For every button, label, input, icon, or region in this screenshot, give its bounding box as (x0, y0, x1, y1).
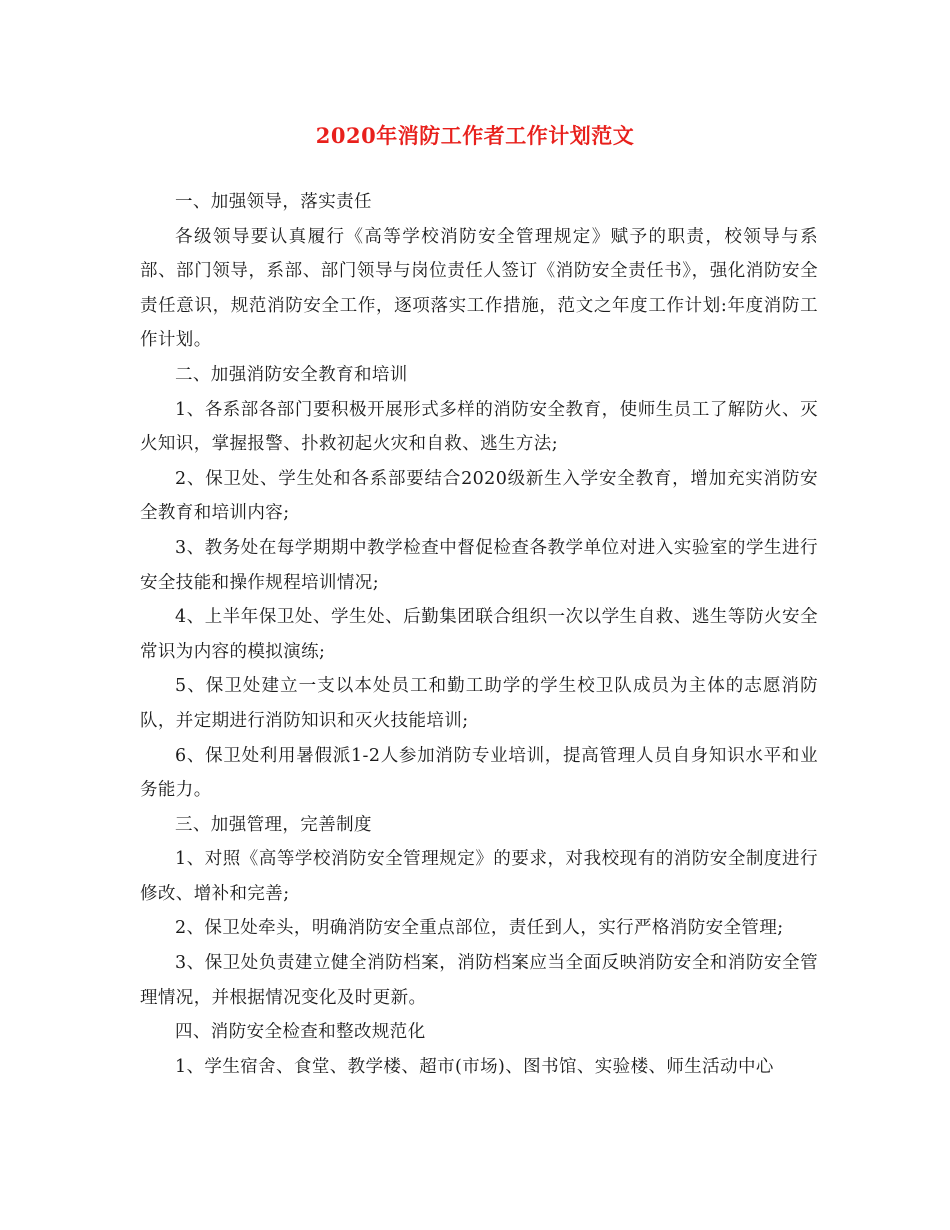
list-item: 6、保卫处利用暑假派1-2人参加消防专业培训，提高管理人员自身知识水平和业务能力。 (140, 745, 818, 801)
list-item: 2、保卫处牵头，明确消防安全重点部位，责任到人，实行严格消防安全管理; (175, 918, 784, 939)
list-item: 3、教务处在每学期期中教学检查中督促检查各教学单位对进入实验室的学生进行安全技能和操作规程培训情况; (140, 537, 818, 593)
list-item: 2、保卫处、学生处和各系部要结合2020级新生入学安全教育，增加充实消防安全教育和培训内容; (140, 468, 818, 524)
list-item: 1、对照《高等学校消防安全管理规定》的要求，对我校现有的消防安全制度进行修改、增补和完善; (140, 849, 818, 904)
list-item: 3、保卫处负责建立健全消防档案，消防档案应当全面反映消防安全和消防安全管理情况，并根据情况变化及时更新。 (140, 953, 818, 1008)
section-heading-2: 二、加强消防安全教育和培训 (175, 364, 408, 385)
list-item: 5、保卫处建立一支以本处员工和勤工助学的学生校卫队成员为主体的志愿消防队，并定期进行消防知识和灭火技能培训; (140, 676, 818, 731)
document-title: 2020年消防工作者工作计划范文 (315, 123, 635, 148)
list-item: 4、上半年保卫处、学生处、后勤集团联合组织一次以学生自救、逃生等防火安全常识为内容的模拟演练; (140, 607, 818, 662)
paragraph: 各级领导要认真履行《高等学校消防安全管理规定》赋予的职责，校领导与系部、部门领导，系部、部门领导与岗位责任人签订《消防安全责任书》，强化消防安全责任意识，规范消防安全工作，逐项落实工作措施，范文之年度工作计划:年度消防工作计划。 (140, 226, 818, 351)
document-body (140, 185, 818, 1084)
section-heading-1: 一、加强领导，落实责任 (175, 192, 372, 212)
section-heading-3: 三、加强管理，完善制度 (175, 814, 372, 835)
section-heading-4: 四、消防安全检查和整改规范化 (175, 1022, 426, 1043)
list-item: 1、学生宿舍、食堂、教学楼、超市(市场)、图书馆、实验楼、师生活动中心 (175, 1056, 774, 1077)
list-item: 1、各系部各部门要积极开展形式多样的消防安全教育，使师生员工了解防火、灭火知识，掌握报警、扑救初起火灾和自救、逃生方法; (140, 399, 818, 455)
